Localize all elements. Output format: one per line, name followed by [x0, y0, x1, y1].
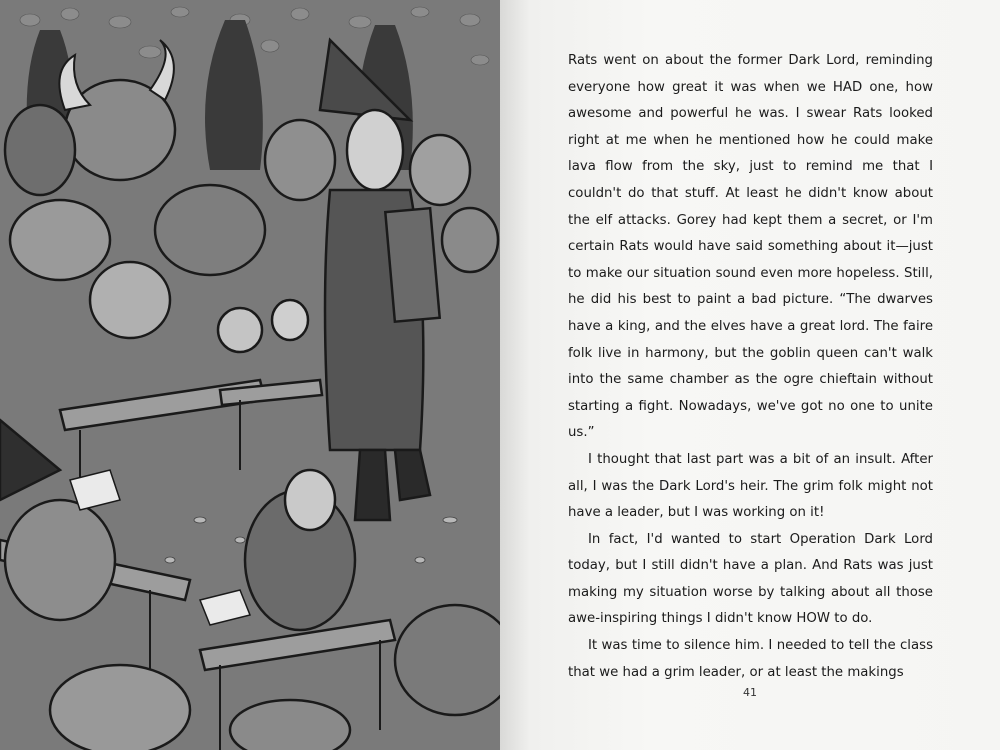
paragraph: It was time to silence him. I needed to tell the class that we had a grim leader, or at least the makings: [568, 638, 933, 680]
page-number: 41: [743, 686, 757, 699]
paragraph: Rats went on about the former Dark Lord, reminding everyone how great it was when we HAD one, how awesome and powerful he was. I swear Rats looked right at me when he mentioned how he could make lava flow from the sky, just to remind me that I couldn't do that stuff. At least he didn't know about the elf attacks. Gorey had kept them a secret, or I'm certain Rats would have said something about it—just to make our situation sound even more hopeless. Still, he did his best to paint a bad picture. “The dwarves have a king, and the elves have a great lord. The faire folk live in harmony, but the goblin queen can't walk into the same chamber as the ogre chieftain without starting a fight. Nowadays, we've got no one to unite us.”: [568, 53, 933, 441]
paragraph: In fact, I'd wanted to start Operation Dark Lord today, but I still didn't have a plan. And Rats was just making my situation worse by talking about all those awe-inspiring things I didn't know HOW to do.: [568, 531, 933, 627]
paragraph: I thought that last part was a bit of an insult. After all, I was the Dark Lord's heir. The grim folk might not have a leader, but I was working on it!: [568, 451, 933, 521]
body-text: [568, 48, 933, 686]
text-page: [500, 0, 1000, 750]
